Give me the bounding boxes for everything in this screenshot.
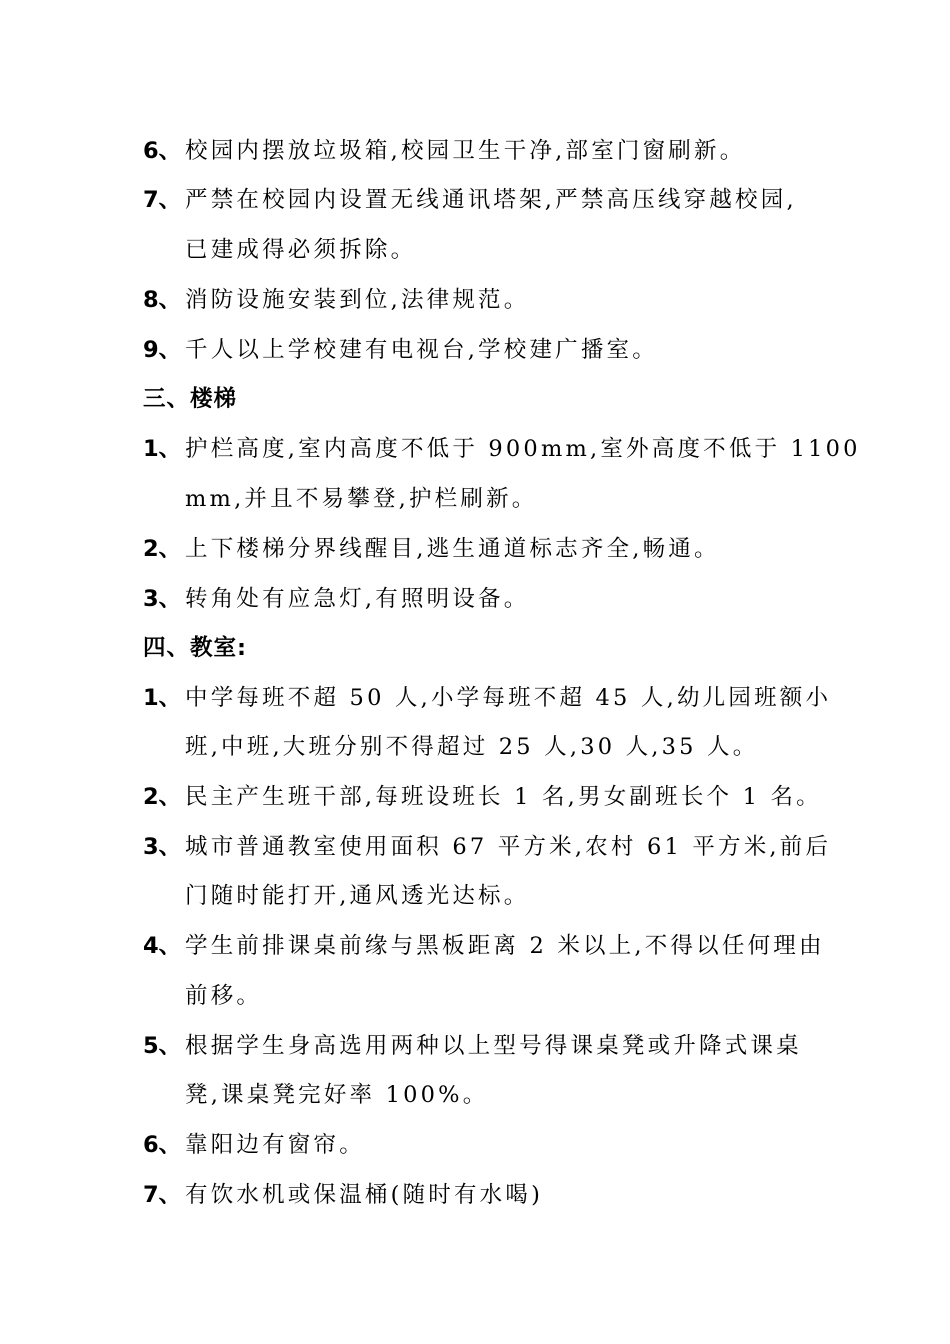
section-heading: 四、教室: [143,635,247,661]
item-text: 城市普通教室使用面积 67 平方米,农村 61 平方米,前后 [185,834,832,860]
list-item [143,1026,823,1066]
item-continuation: mm,并且不易攀登,护栏刷新。 [185,486,538,512]
item-text: 中学每班不超 50 人,小学每班不超 45 人,幼儿园班额小 [185,685,832,711]
list-item [143,777,823,817]
item-continuation: 已建成得必须拆除。 [185,237,417,263]
item-text: 上下楼梯分界线醒目,逃生通道标志齐全,畅通。 [185,536,720,562]
item-text: 千人以上学校建有电视台,学校建广播室。 [185,337,658,363]
item-text: 有饮水机或保温桶(随时有水喝) [185,1182,544,1208]
item-number: 3、 [143,834,182,860]
list-item [143,429,861,469]
list-item [143,827,832,867]
item-number: 2、 [143,536,182,562]
item-number: 6、 [143,138,182,164]
item-continuation: 门随时能打开,通风透光达标。 [185,883,530,909]
item-number: 7、 [143,1182,182,1208]
section-heading: 三、楼梯 [143,386,238,412]
item-continuation: 班,中班,大班分别不得超过 25 人,30 人,35 人。 [185,734,759,760]
item-text: 民主产生班干部,每班设班长 1 名,男女副班长个 1 名。 [185,784,822,810]
list-item [143,330,823,370]
item-text: 靠阳边有窗帘。 [185,1132,365,1158]
list-item [143,280,823,320]
item-continuation: 凳,课桌凳完好率 100%。 [185,1082,489,1108]
list-item [143,678,832,718]
item-text: 严禁在校园内设置无线通讯塔架,严禁高压线穿越校园, [185,187,797,213]
item-number: 4、 [143,933,182,959]
list-item [143,579,823,619]
list-item [143,131,823,171]
item-text: 护栏高度,室内高度不低于 900mm,室外高度不低于 1100 [185,436,861,462]
item-text: 消防设施安装到位,法律规范。 [185,287,530,313]
item-number: 6、 [143,1132,182,1158]
item-number: 3、 [143,586,182,612]
list-item [143,1125,823,1165]
item-text: 转角处有应急灯,有照明设备。 [185,586,530,612]
item-text: 根据学生身高选用两种以上型号得课桌凳或升降式课桌 [185,1033,802,1059]
item-number: 9、 [143,337,182,363]
item-number: 1、 [143,685,182,711]
list-item [143,529,823,569]
item-number: 8、 [143,287,182,313]
item-number: 7、 [143,187,182,213]
item-number: 2、 [143,784,182,810]
item-text: 学生前排课桌前缘与黑板距离 2 米以上,不得以任何理由 [185,933,825,959]
list-item [143,180,823,220]
list-item [143,926,823,966]
list-item [143,1175,823,1215]
item-continuation: 前移。 [185,983,263,1009]
item-text: 校园内摆放垃圾箱,校园卫生干净,部室门窗刷新。 [185,138,746,164]
item-number: 5、 [143,1033,182,1059]
item-number: 1、 [143,436,182,462]
